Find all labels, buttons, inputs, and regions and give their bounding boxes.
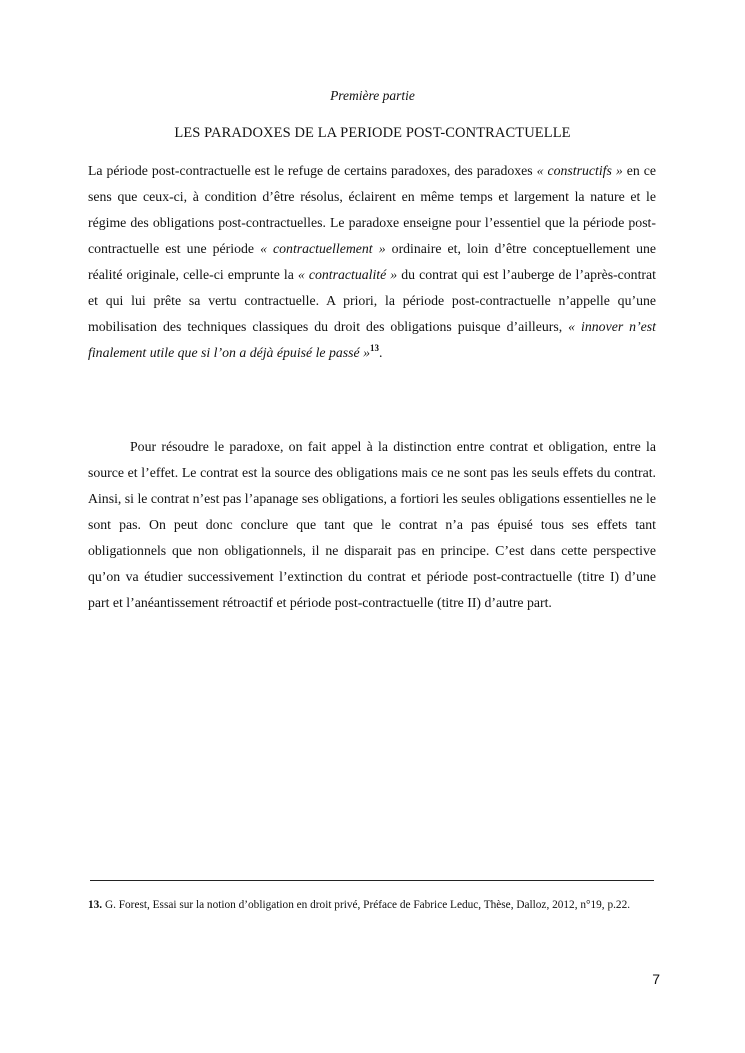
- paragraph-1-text-5: .: [379, 345, 383, 360]
- footnote-number: 13.: [88, 899, 103, 911]
- footnote-reference[interactable]: 13: [370, 343, 380, 353]
- section-title: LES PARADOXES DE LA PERIODE POST-CONTRACTUELLE: [174, 125, 571, 141]
- paragraph-1-quote-innover: « innover n’est finalement utile que si l’on a déjà épuisé le passé »: [88, 319, 656, 360]
- paragraph-1-text-3: ordinaire et, loin d’être conceptuellement une réalité originale, celle-ci emprunte la: [88, 241, 656, 282]
- footnote-text: G. Forest, Essai sur la notion d’obligation en droit privé, Préface de Fabrice Leduc, Thèse, Dalloz, 2012, n°19, p.22.: [102, 899, 631, 911]
- paragraph-1-text-2: en ce sens que ceux-ci, à condition d’être résolus, éclairent en même temps et largement la nature et le régime des obligations post-contractuelles. Le paradoxe enseigne pour l’essentiel que la période post-contractuelle est une période: [88, 163, 656, 256]
- paragraph-1-text-1: La période post-contractuelle est le refuge de certains paradoxes, des paradoxes: [88, 163, 537, 178]
- paragraph-2: Pour résoudre le paradoxe, on fait appel à la distinction entre contrat et obligation, entre la source et l’effet. Le contrat est la source des obligations mais ce ne sont pas les seuls effets du contrat. Ainsi, si le contrat n’est pas l’apanage ses obligations, a fortiori les seules obligations essentielles ne le sont pas. On peut donc conclure que tant que le contrat n’a pas épuisé tous ses effets tant obligationnels que non obligationnels, il ne disparait pas en principe. C’est dans cette perspective qu’on va étudier successivement l’extinction du contrat et période post-contractuelle (titre I) d’une part et l’anéantissement rétroactif et période post-contractuelle (titre II) d’autre part.: [88, 439, 656, 610]
- part-title: Première partie: [330, 88, 415, 103]
- paragraph-1-text-4: du contrat qui est l’auberge de l’après-contrat et qui lui prête sa vertu contractuelle. A priori, la période post-contractuelle n’appelle qu’une mobilisation des techniques classiques du droit des obligations puisque d’ailleurs,: [88, 267, 656, 334]
- footnote: [88, 893, 656, 917]
- paragraph-1-quote-contractuellement: « contractuellement »: [260, 241, 386, 256]
- page-number: 7: [652, 971, 660, 987]
- paragraph-1-quote-contractualite: « contractualité »: [297, 267, 398, 282]
- paragraph-1: [88, 158, 656, 366]
- paragraph-1-quote-constructifs: « constructifs »: [536, 163, 623, 178]
- footnote-separator: [90, 880, 654, 881]
